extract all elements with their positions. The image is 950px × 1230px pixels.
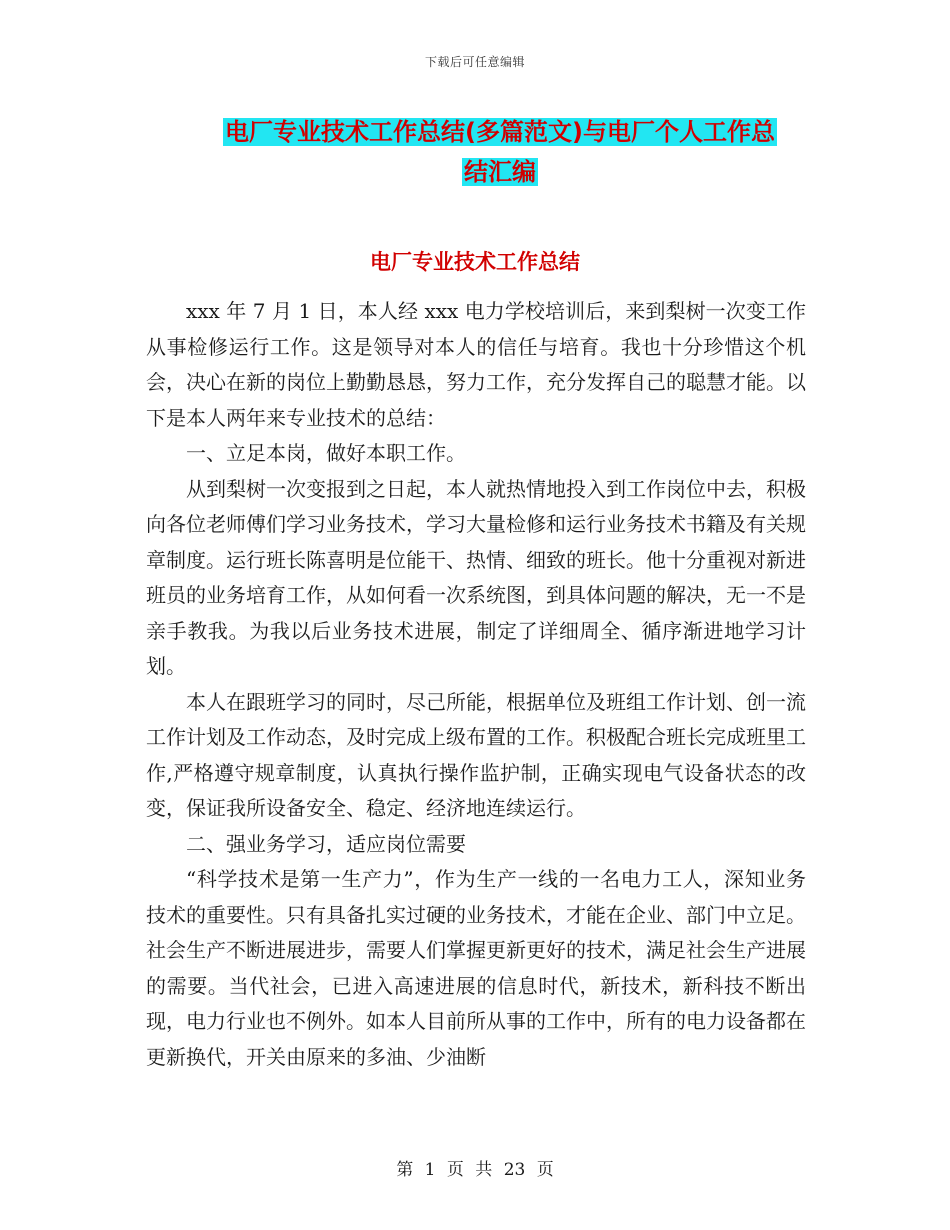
section-title: 电厂专业技术工作总结: [370, 250, 580, 274]
body-text: [146, 294, 806, 1075]
page-number: 第 1 页 共 23 页: [396, 1160, 554, 1180]
paragraph: “科学技术是第一生产力”，作为生产一线的一名电力工人，深知业务技术的重要性。只有具备扎实过硬的业务技术，才能在企业、部门中立足。社会生产不断进展进步，需要人们掌握更新更好的技术，满足社会生产进展的需要。当代社会，已进入高速进展的信息时代，新技术，新科技不断出现，电力行业也不例外。如本人目前所从事的工作中，所有的电力设备都在更新换代，开关由原来的多油、少油断: [146, 867, 806, 1069]
paragraph: 二、强业务学习，适应岗位需要: [186, 831, 466, 856]
paragraph: 一、立足本岗，做好本职工作。: [186, 441, 466, 465]
document-title-line-2: 结汇编: [464, 158, 536, 186]
header-note: 下载后可任意编辑: [424, 55, 525, 69]
paragraph: 从到梨树一次变报到之日起，本人就热情地投入到工作岗位中去，积极向各位老师傅们学习业务技术，学习大量检修和运行业务技术书籍及有关规章制度。运行班长陈喜明是位能干、热情、细致的班长。他十分重视对新进班员的业务培育工作，从如何看一次系统图，到具体问题的解决，无一不是亲手教我。为我以后业务技术进展，制定了详细周全、循序渐进地学习计划。: [146, 476, 806, 678]
document-title-line-1: 电厂专业技术工作总结(多篇范文)与电厂个人工作总: [225, 118, 775, 146]
paragraph: xxx 年 7 月 1 日，本人经 xxx 电力学校培训后，来到梨树一次变工作从事检修运行工作。这是领导对本人的信任与培育。我也十分珍惜这个机会，决心在新的岗位上勤勤恳恳，努力工作，充分发挥自己的聪慧才能。以下是本人两年来专业技术的总结：: [146, 299, 806, 430]
document-title: [140, 112, 860, 192]
paragraph: 本人在跟班学习的同时，尽己所能，根据单位及班组工作计划、创一流工作计划及工作动态，及时完成上级布置的工作。积极配合班长完成班里工作,严格遵守规章制度，认真执行操作监护制，正确实现电气设备状态的改变，保证我所设备安全、稳定、经济地连续运行。: [146, 689, 806, 820]
